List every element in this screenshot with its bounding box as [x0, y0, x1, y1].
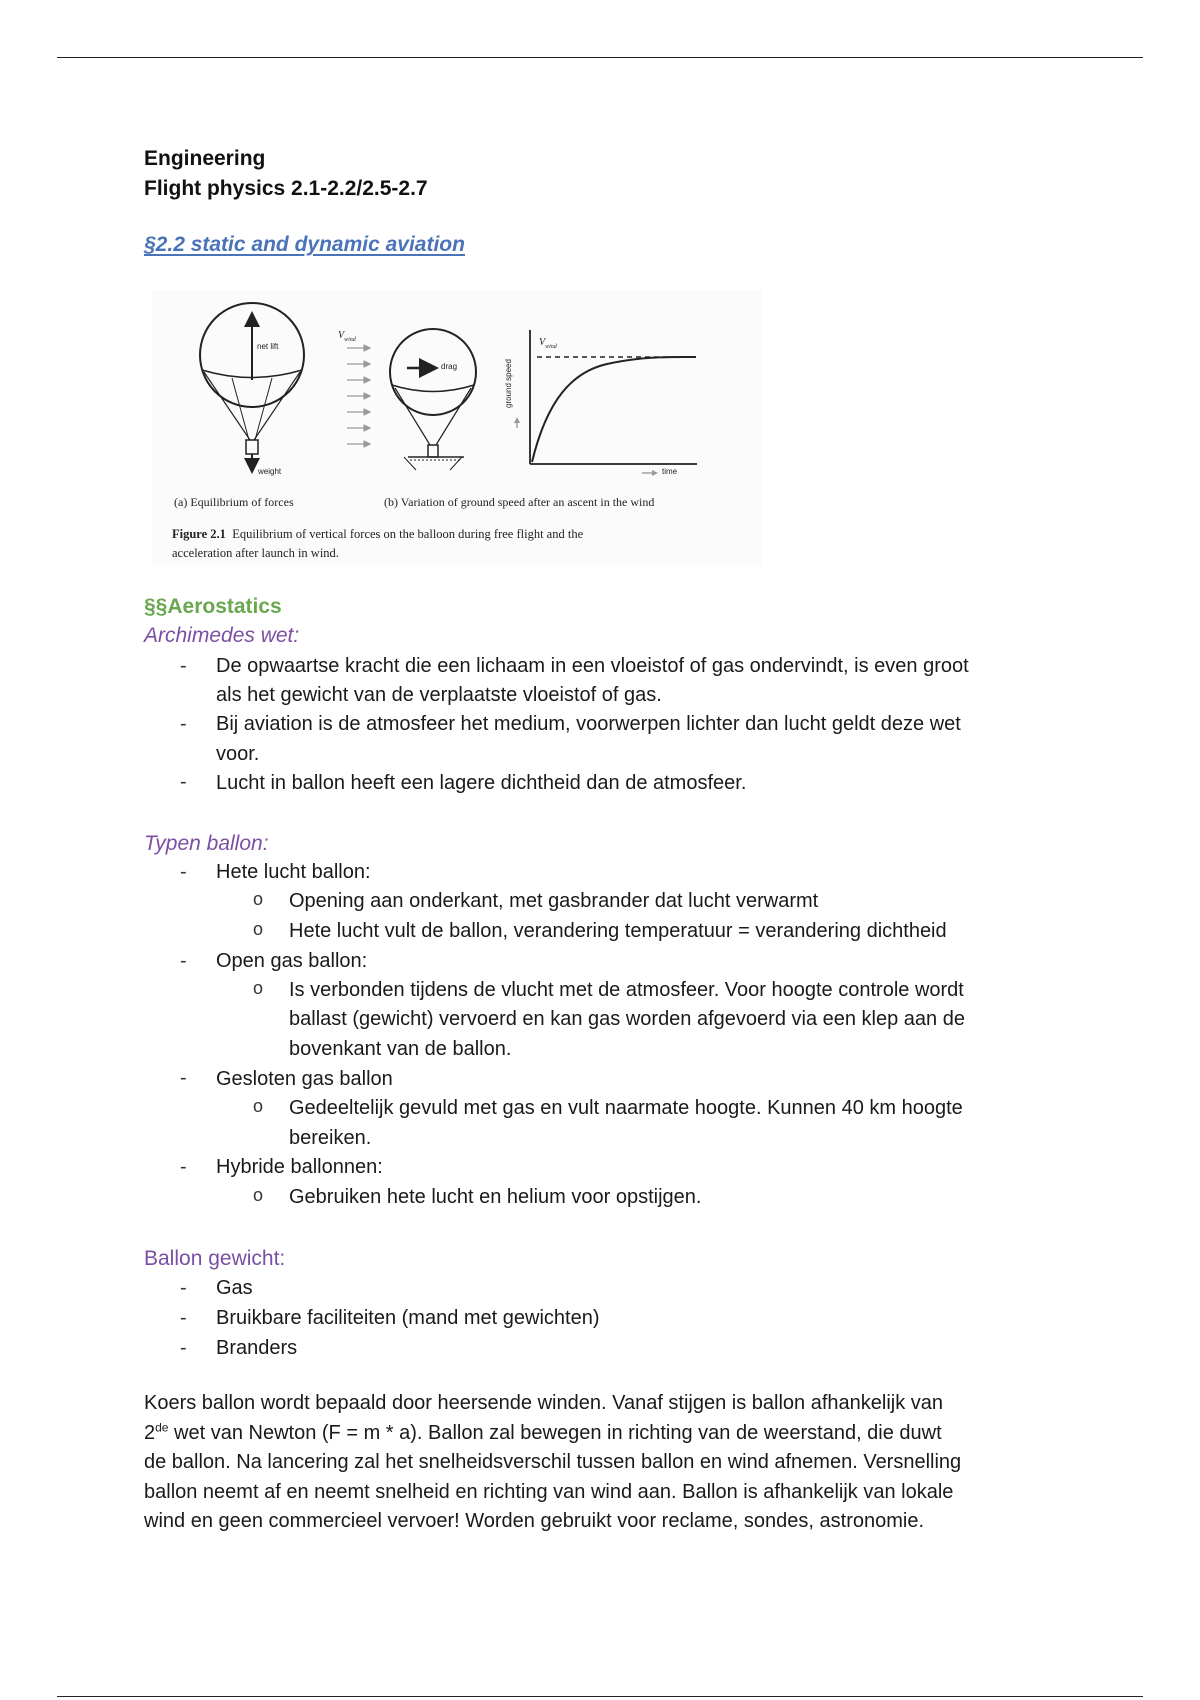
- caption-b: (b) Variation of ground speed after an ascent in the wind: [384, 495, 655, 509]
- top-rule: [57, 57, 1143, 58]
- body-paragraph: Koers ballon wordt bepaald door heersende winden. Vanaf stijgen is ballon afhankelijk van 2de wet van Newton (F = m * a). Ballon zal bewegen in richting van de weerstand, die duwt de ballon. Na lancering zal het snelheidsverschil tussen ballon en wind afnemen. Versnelling ballon neemt af en neemt snelheid en richting van wind aan. Ballon is afhankelijk van lokale wind en geen commercieel vervoer! Worden gebruikt voor reclame, sondes, astronomie.: [144, 1392, 962, 1532]
- bullet-dash: -: [180, 1337, 187, 1359]
- archimedes-label: Archimedes wet:: [144, 624, 300, 647]
- list-item: bovenkant van de ballon.: [289, 1038, 512, 1060]
- list-item: De opwaartse kracht die een lichaam in een vloeistof of gas ondervindt, is even groot: [216, 655, 969, 677]
- types-label: Typen ballon:: [144, 832, 269, 855]
- list-item: Gedeeltelijk gevuld met gas en vult naarmate hoogte. Kunnen 40 km hoogte: [289, 1097, 963, 1119]
- list-item: als het gewicht van de verplaatste vloeistof of gas.: [216, 684, 662, 706]
- bullet-dash: -: [180, 655, 187, 677]
- list-item: Gesloten gas ballon: [216, 1068, 393, 1090]
- drag-label: drag: [441, 362, 458, 371]
- bullet-circle: o: [253, 1185, 264, 1205]
- bullet-dash: -: [180, 771, 187, 793]
- page-title: Engineering: [144, 147, 266, 170]
- section-heading-link[interactable]: §2.2 static and dynamic aviation: [144, 233, 465, 256]
- bullet-dash: -: [180, 713, 187, 735]
- ground-speed-axis-label: ground speed: [504, 359, 513, 408]
- list-item: Opening aan onderkant, met gasbrander dat lucht verwarmt: [289, 890, 819, 912]
- list-item: Hete lucht ballon:: [216, 861, 371, 883]
- list-item: Gas: [216, 1277, 253, 1299]
- weight-label: Ballon gewicht:: [144, 1247, 286, 1270]
- ground-speed-chart: [517, 330, 697, 473]
- list-item: Bij aviation is de atmosfeer het medium, voorwerpen lichter dan lucht geldt deze wet: [216, 713, 961, 735]
- bullet-circle: o: [253, 978, 264, 998]
- figure-balloon-forces: [152, 290, 762, 565]
- bullet-circle: o: [253, 889, 264, 909]
- page-subtitle: Flight physics 2.1-2.2/2.5-2.7: [144, 177, 428, 200]
- v-wind-chart-label: $V_{wind}$: [539, 337, 557, 350]
- aerostatics-heading: §§Aerostatics: [144, 595, 282, 618]
- list-item: Hybride ballonnen:: [216, 1156, 383, 1178]
- list-item: Bruikbare faciliteiten (mand met gewichten): [216, 1307, 600, 1329]
- list-item: Hete lucht vult de ballon, verandering temperatuur = verandering dichtheid: [289, 920, 947, 942]
- list-item: Gebruiken hete lucht en helium voor opstijgen.: [289, 1186, 702, 1208]
- net-lift-label: net lift: [257, 342, 279, 351]
- bullet-circle: o: [253, 919, 264, 939]
- bullet-dash: -: [180, 1307, 187, 1329]
- bullet-dash: -: [180, 1277, 187, 1299]
- bullet-dash: -: [180, 1156, 187, 1178]
- bullet-dash: -: [180, 861, 187, 883]
- figure-diagram: [152, 290, 762, 565]
- time-axis-label: time: [662, 467, 678, 476]
- list-item: bereiken.: [289, 1127, 372, 1149]
- list-item: Open gas ballon:: [216, 950, 368, 972]
- list-item: ballast (gewicht) vervoerd en kan gas worden afgevoerd via een klep aan de: [289, 1008, 965, 1030]
- balloon-b-icon: [390, 329, 476, 470]
- v-wind-label: $V_{wind}$: [338, 330, 356, 343]
- list-item: Is verbonden tijdens de vlucht met de atmosfeer. Voor hoogte controle wordt: [289, 979, 964, 1001]
- list-item: Lucht in ballon heeft een lagere dichtheid dan de atmosfeer.: [216, 772, 747, 794]
- bullet-circle: o: [253, 1096, 264, 1116]
- list-item: voor.: [216, 743, 260, 765]
- caption-a: (a) Equilibrium of forces: [174, 495, 294, 509]
- weight-label: weight: [258, 467, 282, 476]
- balloon-a-icon: [200, 303, 304, 470]
- bullet-dash: -: [180, 1067, 187, 1089]
- bottom-rule: [57, 1696, 1143, 1697]
- bullet-dash: -: [180, 950, 187, 972]
- list-item: Branders: [216, 1337, 298, 1359]
- figure-caption: Figure 2.1 Equilibrium of vertical forces on the balloon during free flight and the acceleration after launch in wind.: [172, 527, 584, 560]
- wind-arrows-icon: [347, 348, 370, 444]
